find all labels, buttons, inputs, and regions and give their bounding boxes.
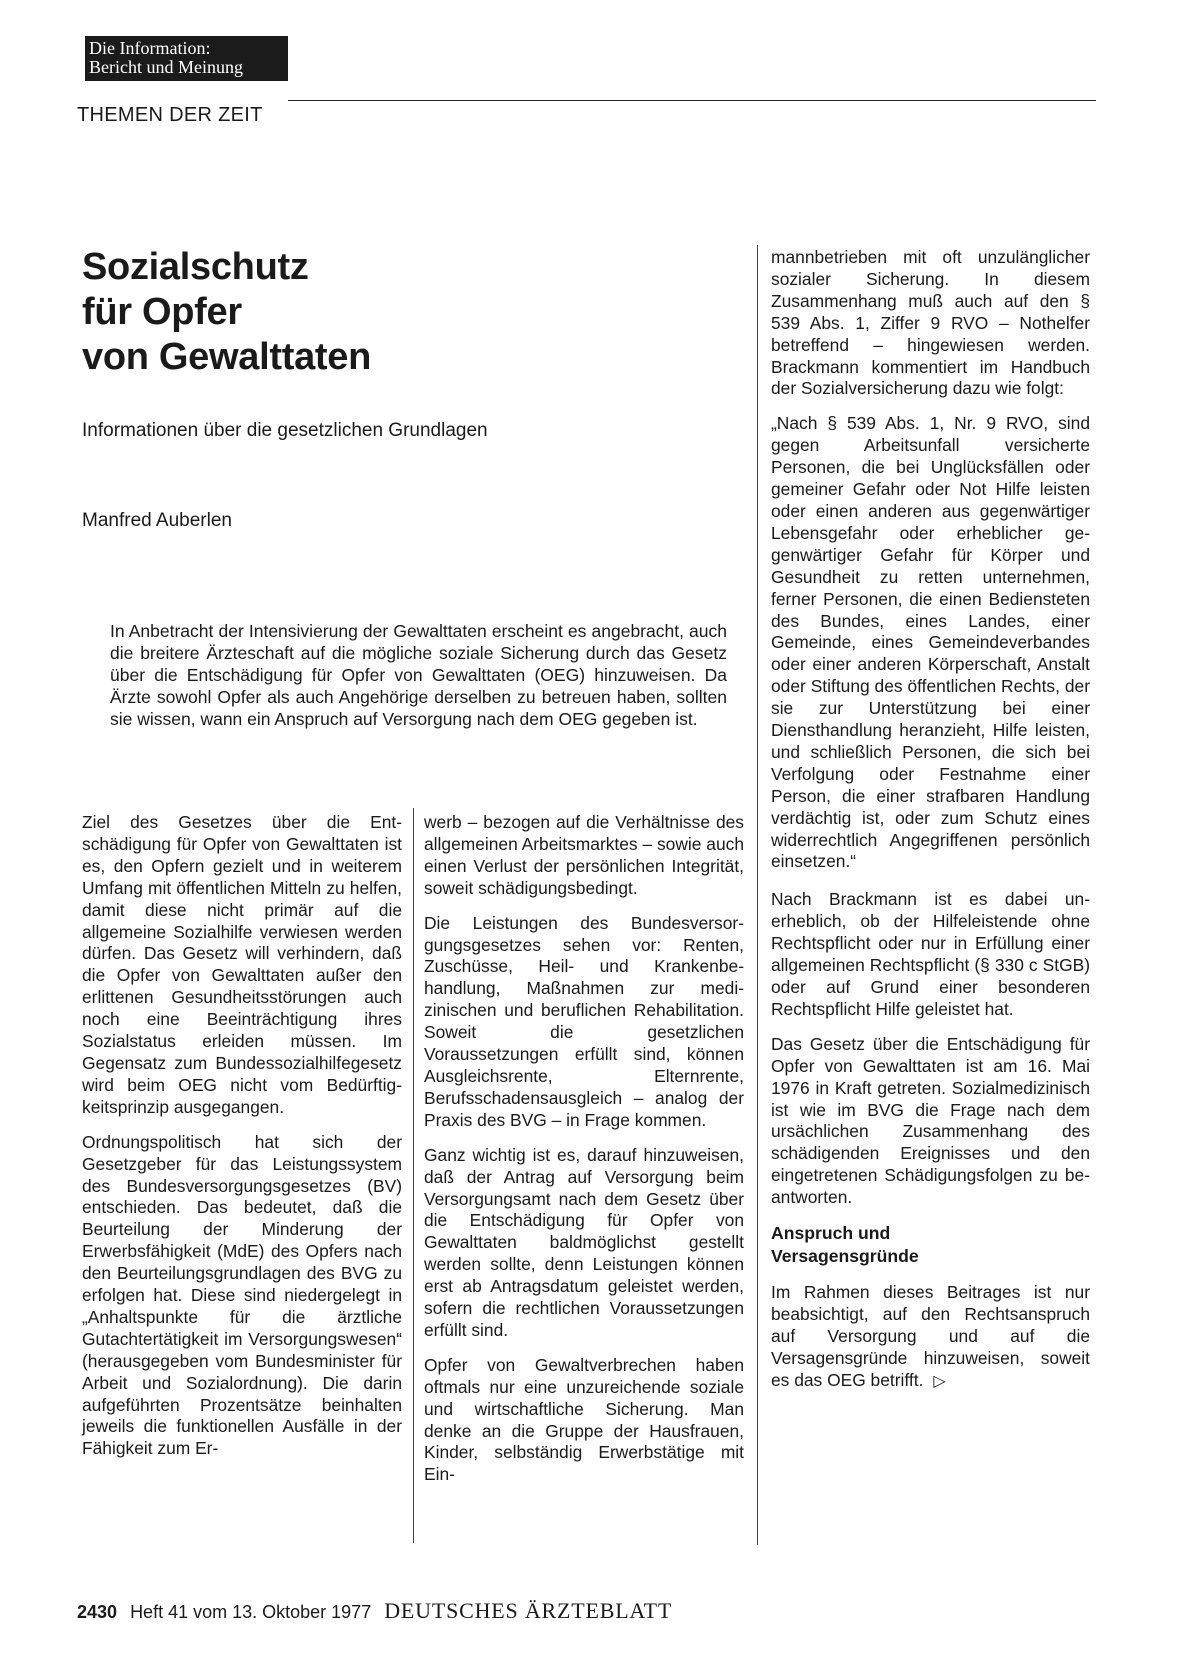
paragraph: Das Gesetz über die Entschädigung für Opfer von Gewalttaten ist am 16. Mai 1976 in Kraft getreten. Sozialmedizinisch ist wie im BVG die Frage nach dem ursächlichen Zusammenhang des schädigenden Ereignisses und den eingetretenen Schädigungsfolgen zu beantworten. xyxy=(771,1033,1090,1208)
paragraph: Ganz wichtig ist es, darauf hinzuweisen, daß der Antrag auf Versorgung beim Versorgungsamt nach dem Gesetz über die Entschädigung für Opfer von Gewalttaten baldmöglichst gestellt werden sollte, denn Leistungen können erst ab Antragsdatum geleistet werden, sofern die rechtlichen Voraussetzungen erfüllt sind. xyxy=(424,1144,744,1340)
article-title xyxy=(82,245,371,380)
section-badge-line-2: Bericht und Meinung xyxy=(89,57,243,77)
header-rule xyxy=(288,100,1096,101)
section-heading-line-1: Anspruch und xyxy=(771,1223,891,1244)
quote-paragraph: „Nach § 539 Abs. 1, Nr. 9 RVO, sind gegen Arbeitsunfall versicherte Personen, die bei Unglücksfällen oder gemeiner Gefahr oder Not Hilfe leisten oder einen anderen aus gegenwärtiger Lebensgefahr oder erheblicher gegenwärtiger Gefahr für Körper und Gesundheit zu retten unternehmen, ferner Personen, die einen Bediensteten des Bundes, eines Landes, einer Gemeinde, eines Gemeindeverbandes oder einer anderen Körperschaft, Anstalt oder Stiftung des öffentlichen Rechts, der sie zur Unterstützung bei einer Diensthandlung heranzieht, Hilfe leisten, und schließlich Personen, die sich bei Verfolgung oder Festnahme einer Person, die einer strafbaren Handlung verdächtig ist, oder zum Schutz eines widerrechtlich Angegriffenen persönlich einsetzen.“ xyxy=(771,413,1090,872)
rubric: THEMEN DER ZEIT xyxy=(77,104,263,126)
paragraph: Ziel des Gesetzes über die Entschädigung für Opfer von Gewalttaten ist es, den Opfern gezielt und in weiterem Umfang mit öffentlichen Mitteln zu helfen, damit diese nicht primär auf die allgemeine Sozialhilfe verwiesen werden dürfen. Das Gesetz will verhindern, daß die Opfer von Gewalttaten außer den erlittenen Gesundheitsstörungen auch noch eine Beeinträchtigung ihres Sozialstatus erleiden müssen. Im Gegensatz zum Bundessozialhilfegesetz wird beim OEG nicht vom Bedürftigkeitsprinzip ausgegangen. xyxy=(82,812,402,1117)
article-subtitle: Informationen über die gesetzlichen Grundlagen xyxy=(82,420,488,441)
section-heading-line-2: Versagensgründe xyxy=(771,1246,919,1267)
section-heading xyxy=(771,1222,1090,1268)
column-divider-1 xyxy=(413,808,414,1543)
title-line-1: Sozialschutz xyxy=(82,246,309,288)
title-line-2: für Opfer xyxy=(82,291,242,333)
paragraph: Opfer von Gewaltverbrechen haben oftmals nur eine unzureichende soziale und wirtschaftliche Sicherung. Man denke an die Gruppe der Hausfrauen, Kinder, selbständig Erwerbstätige mit Ein- xyxy=(424,1354,744,1485)
paragraph: werb – bezogen auf die Verhältnisse des allgemeinen Arbeitsmarktes – sowie auch einen Verlust der persönlichen Integrität, soweit schädigungsbedingt. xyxy=(424,812,744,898)
text-column-3 xyxy=(771,247,1090,1406)
title-line-3: von Gewalttaten xyxy=(82,336,371,378)
section-badge xyxy=(85,36,288,81)
final-paragraph-text: Im Rahmen dieses Beitrages ist nur beabsichtigt, auf den Rechtsanspruch auf Versorgung und auf die Versagensgründe hinzuweisen, soweit es das OEG betrifft. xyxy=(771,1282,1090,1390)
article-author: Manfred Auberlen xyxy=(82,510,232,531)
page-number: 2430 xyxy=(77,1602,118,1622)
paragraph: Die Leistungen des Bundesversorgungsgesetzes sehen vor: Renten, Zuschüsse, Heil- und Krankenbehandlung, Maßnahmen zur medizinischen und beruflichen Rehabilitation. Soweit die gesetzlichen Voraussetzungen erfüllt sind, können Ausgleichsrente, Elternrente, Berufsschadensausgleich – analog der Praxis des BVG – in Frage kommen. xyxy=(424,912,744,1130)
continue-arrow-icon: ▷ xyxy=(933,1372,946,1390)
paragraph: Nach Brackmann ist es dabei unerheblich, ob der Hilfeleistende ohne Rechtspflicht oder nur in Erfüllung einer allgemeinen Rechtspflicht (§ 330 c StGB) oder auf Grund einer besonderen Rechtspflicht Hilfe geleistet hat. xyxy=(771,889,1090,1019)
issue-info: Heft 41 vom 13. Oktober 1977 xyxy=(130,1602,372,1622)
paragraph xyxy=(771,1282,1090,1393)
section-badge-line-1: Die Information: xyxy=(89,38,211,58)
paragraph: Ordnungspolitisch hat sich der Gesetzgeber für das Leistungssystem des Bundesversorgungsgesetzes (BV) entschieden. Das bedeutet, daß die Beurteilung der Minderung der Erwerbsfähigkeit (MdE) des Opfers nach den Beurteilungsgrundlagen des BVG zu erfolgen hat. Diese sind niedergelegt in „Anhaltspunkte für die ärztliche Gutachtertätigkeit im Versorgungswesen“ (herausgegeben vom Bundesminister für Arbeit und Sozialordnung). Die darin aufgeführten Prozentsätze beinhalten jeweils die funktionellen Ausfälle in der Fähigkeit zum Er- xyxy=(82,1131,402,1459)
column-divider-2 xyxy=(757,245,758,1545)
paragraph: mannbetrieben mit oft unzulänglicher sozialer Sicherung. In diesem Zusammenhang muß auch auf den § 539 Abs. 1, Ziffer 9 RVO – Nothelfer betreffend – hingewiesen werden. Brackmann kommentiert im Handbuch der Sozialversicherung dazu wie folgt: xyxy=(771,247,1090,399)
text-column-1 xyxy=(82,812,402,1473)
page-footer xyxy=(77,1598,672,1624)
journal-name: DEUTSCHES ÄRZTEBLATT xyxy=(384,1598,673,1623)
lead-paragraph: In Anbetracht der Intensivierung der Gewalttaten erscheint es angebracht, auch die breitere Ärzteschaft auf die mögliche soziale Sicherung durch das Gesetz über die Entschädigung für Opfer von Gewalttaten (OEG) hinzuweisen. Da Ärzte sowohl Opfer als auch Angehörige derselben zu betreuen haben, sollten sie wissen, wann ein Anspruch auf Versorgung nach dem OEG gegeben ist. xyxy=(110,621,727,729)
text-column-2 xyxy=(424,812,744,1499)
